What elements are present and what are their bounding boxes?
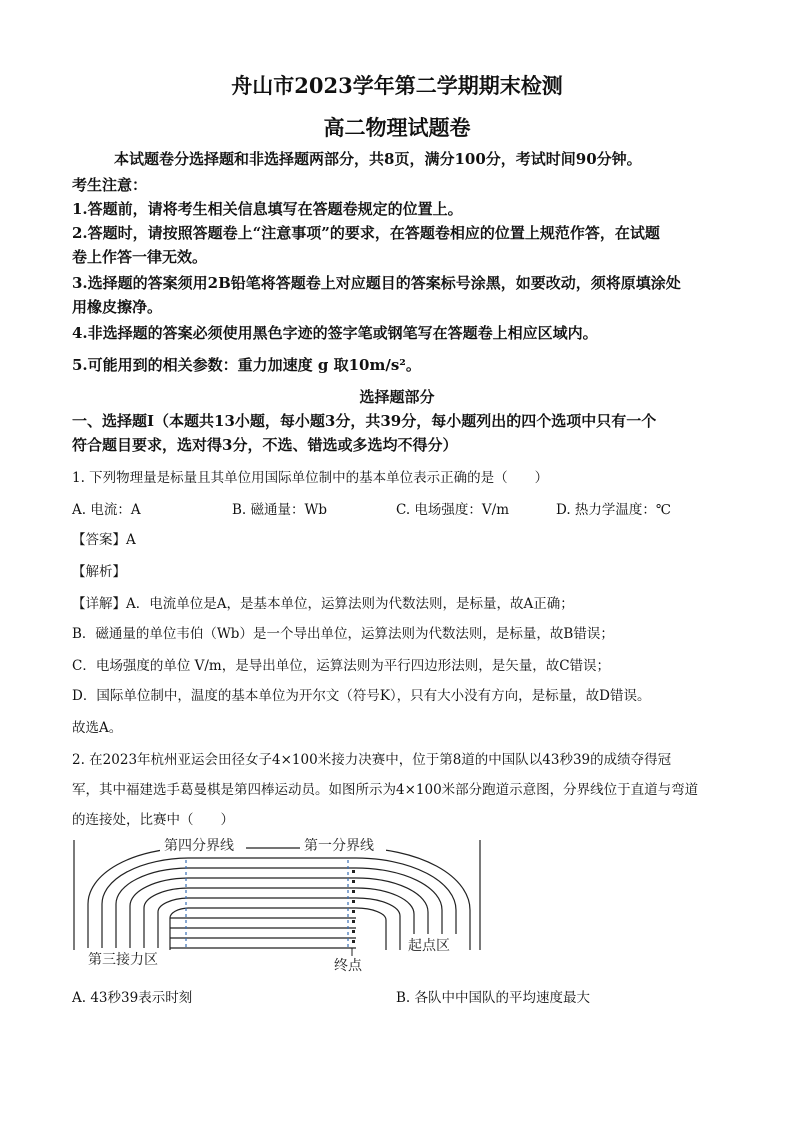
detail-tag: 【详解】: [72, 596, 126, 612]
part-instruction: 一、选择题Ⅰ（本题共13小题，每小题3分，共39分，每小题列出的四个选项中只有一个: [72, 412, 657, 430]
first-line-label: 第一分界线: [304, 838, 374, 854]
q2-stem-line: 的连接处，比赛中（ ）: [72, 812, 234, 828]
q1-answer: [72, 528, 136, 548]
q1-detail-line: [72, 592, 574, 612]
exam-title: 舟山市2023学年第二学期期末检测: [231, 73, 563, 98]
q2-stem-line: 2. 在2023年杭州亚运会田径女子4×100米接力决赛中，位于第8道的中国队以43秒39的成绩夺得冠: [72, 752, 672, 768]
q1-detail-line: C．电场强度的单位 V/m，是导出单位，运算法则为平行四边形法则，是矢量，故C错误；: [72, 658, 611, 674]
q1-option-c: C. 电场强度：V/m: [396, 502, 510, 518]
intro-text: 本试题卷分选择题和非选择题两部分，共8页，满分100分，考试时间90分钟。: [114, 150, 642, 168]
q1-option-b: B. 磁通量：Wb: [232, 502, 328, 518]
notice-item: 4.非选择题的答案必须使用黑色字迹的签字笔或钢笔写在答题卷上相应区域内。: [72, 324, 598, 342]
finish-markers: [352, 870, 355, 943]
start-zone-label: 起点区: [408, 938, 450, 954]
q2-option-b: B. 各队中中国队的平均速度最大: [396, 990, 591, 1006]
notice-item: 3.选择题的答案须用2B铅笔将答题卷上对应题目的答案标号涂黑，如要改动，须将原填涂处: [72, 274, 681, 292]
q1-stem: 1. 下列物理量是标量且其单位用国际单位制中的基本单位表示正确的是（ ）: [72, 470, 549, 486]
q1-detail-line: D．国际单位制中，温度的基本单位为开尔文（符号K），只有大小没有方向，是标量，故D错误。: [72, 688, 651, 704]
fourth-line-label: 第四分界线: [164, 838, 234, 854]
answer-value: A: [126, 532, 136, 548]
q1-option-d: D. 热力学温度：℃: [556, 502, 672, 518]
track-diagram: [60, 830, 500, 980]
q1-option-a: A. 电流：A: [72, 502, 141, 518]
notice-heading: 考生注意：: [72, 176, 148, 194]
notice-item: 用橡皮擦净。: [72, 298, 163, 316]
track-lanes: [74, 840, 480, 950]
part-instruction: 符合题目要求，选对得3分，不选、错选或多选均不得分）: [72, 436, 458, 454]
q2-stem-line: 军，其中福建选手葛曼棋是第四棒运动员。如图所示为4×100米部分跑道示意图，分界线位于直道与弯道: [72, 782, 699, 798]
exam-subtitle: 高二物理试题卷: [323, 115, 471, 140]
detail-text: A．电流单位是A，是基本单位，运算法则为代数法则，是标量，故A正确；: [126, 596, 574, 612]
notice-item: 1.答题前，请将考生相关信息填写在答题卷规定的位置上。: [72, 200, 463, 218]
q1-detail-line: B．磁通量的单位韦伯（Wb）是一个导出单位，运算法则为代数法则，是标量，故B错误；: [72, 626, 614, 642]
q1-conclusion: 故选A。: [72, 720, 123, 736]
notice-item: 5.可能用到的相关参数：重力加速度 g 取10m/s²。: [72, 356, 421, 374]
q2-option-a: A. 43秒39表示时刻: [72, 990, 193, 1006]
notice-item: 卷上作答一律无效。: [72, 248, 208, 266]
third-zone-label: 第三接力区: [88, 952, 158, 968]
notice-item: 2.答题时，请按照答题卷上“注意事项”的要求，在答题卷相应的位置上规范作答，在试题: [72, 224, 660, 242]
section-title: 选择题部分: [359, 388, 435, 406]
analysis-tag: 【解析】: [72, 564, 126, 580]
answer-tag: 【答案】: [72, 532, 126, 548]
finish-label: 终点: [334, 958, 362, 974]
